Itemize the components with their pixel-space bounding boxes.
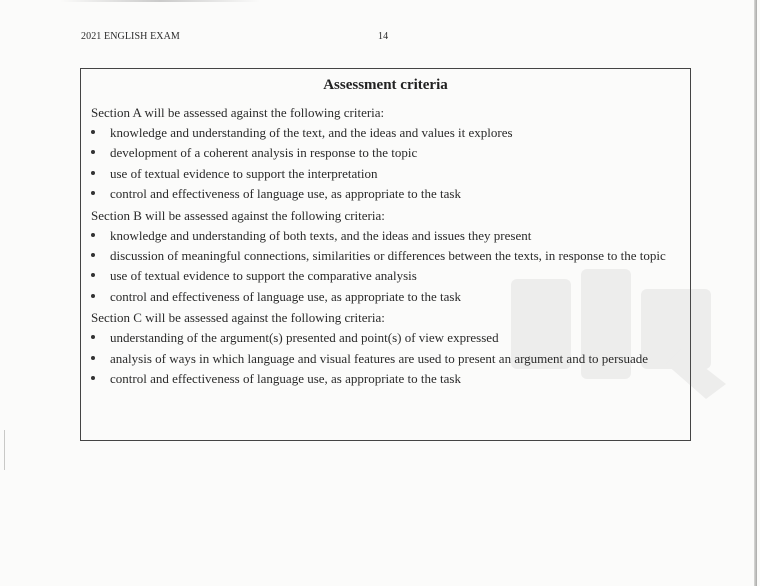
criteria-item <box>91 144 678 161</box>
bullet-icon <box>91 253 95 257</box>
criteria-item <box>91 247 678 264</box>
criteria-item <box>91 124 678 141</box>
bullet-icon <box>91 335 95 339</box>
criteria-item <box>91 267 678 284</box>
bullet-icon <box>91 273 95 277</box>
criteria-list <box>91 329 678 387</box>
criteria-item-text: use of textual evidence to support the interpretation <box>110 165 378 181</box>
criteria-list <box>91 124 678 202</box>
page-header <box>0 31 760 45</box>
criteria-item <box>91 227 678 244</box>
scan-shadow <box>60 0 260 2</box>
section-intro: Section A will be assessed against the following criteria: <box>91 105 385 120</box>
criteria-item-text: discussion of meaningful connections, similarities or differences between the texts, in response to the topic <box>110 247 666 263</box>
section-intro: Section C will be assessed against the following criteria: <box>91 310 385 326</box>
bullet-icon <box>91 171 95 175</box>
bullet-icon <box>91 294 95 298</box>
criteria-item-text: analysis of ways in which language and visual features are used to present an argument and to persuade <box>110 350 649 366</box>
criteria-title: Assessment criteria <box>323 77 448 93</box>
criteria-item <box>91 185 678 202</box>
bullet-icon <box>91 191 95 195</box>
criteria-list <box>91 227 678 305</box>
criteria-item <box>91 165 678 182</box>
exam-title: 2021 ENGLISH EXAM <box>81 31 180 42</box>
bullet-icon <box>91 130 95 134</box>
criteria-item-text: knowledge and understanding of the text, and the ideas and values it explores <box>110 125 513 140</box>
criteria-content <box>91 103 678 390</box>
criteria-item-text: knowledge and understanding of both texts, and the ideas and issues they present <box>110 227 532 243</box>
criteria-item-text: control and effectiveness of language use, as appropriate to the task <box>110 288 461 304</box>
page-edge-mark <box>4 430 5 470</box>
criteria-item-text: use of textual evidence to support the comparative analysis <box>110 268 417 284</box>
criteria-item-text: control and effectiveness of language use, as appropriate to the task <box>110 370 461 386</box>
page-edge <box>754 0 757 586</box>
bullet-icon <box>91 376 95 380</box>
criteria-item <box>91 329 678 346</box>
bullet-icon <box>91 233 95 237</box>
criteria-item-text: development of a coherent analysis in response to the topic <box>110 145 418 161</box>
criteria-item <box>91 350 678 367</box>
bullet-icon <box>91 356 95 360</box>
criteria-item <box>91 288 678 305</box>
section-intro: Section B will be assessed against the following criteria: <box>91 207 385 223</box>
criteria-item-text: understanding of the argument(s) presented and point(s) of view expressed <box>110 330 499 346</box>
page-number: 14 <box>378 31 389 42</box>
assessment-criteria-box <box>80 68 691 441</box>
criteria-item <box>91 370 678 387</box>
bullet-icon <box>91 150 95 154</box>
criteria-item-text: control and effectiveness of language use, as appropriate to the task <box>110 186 461 202</box>
